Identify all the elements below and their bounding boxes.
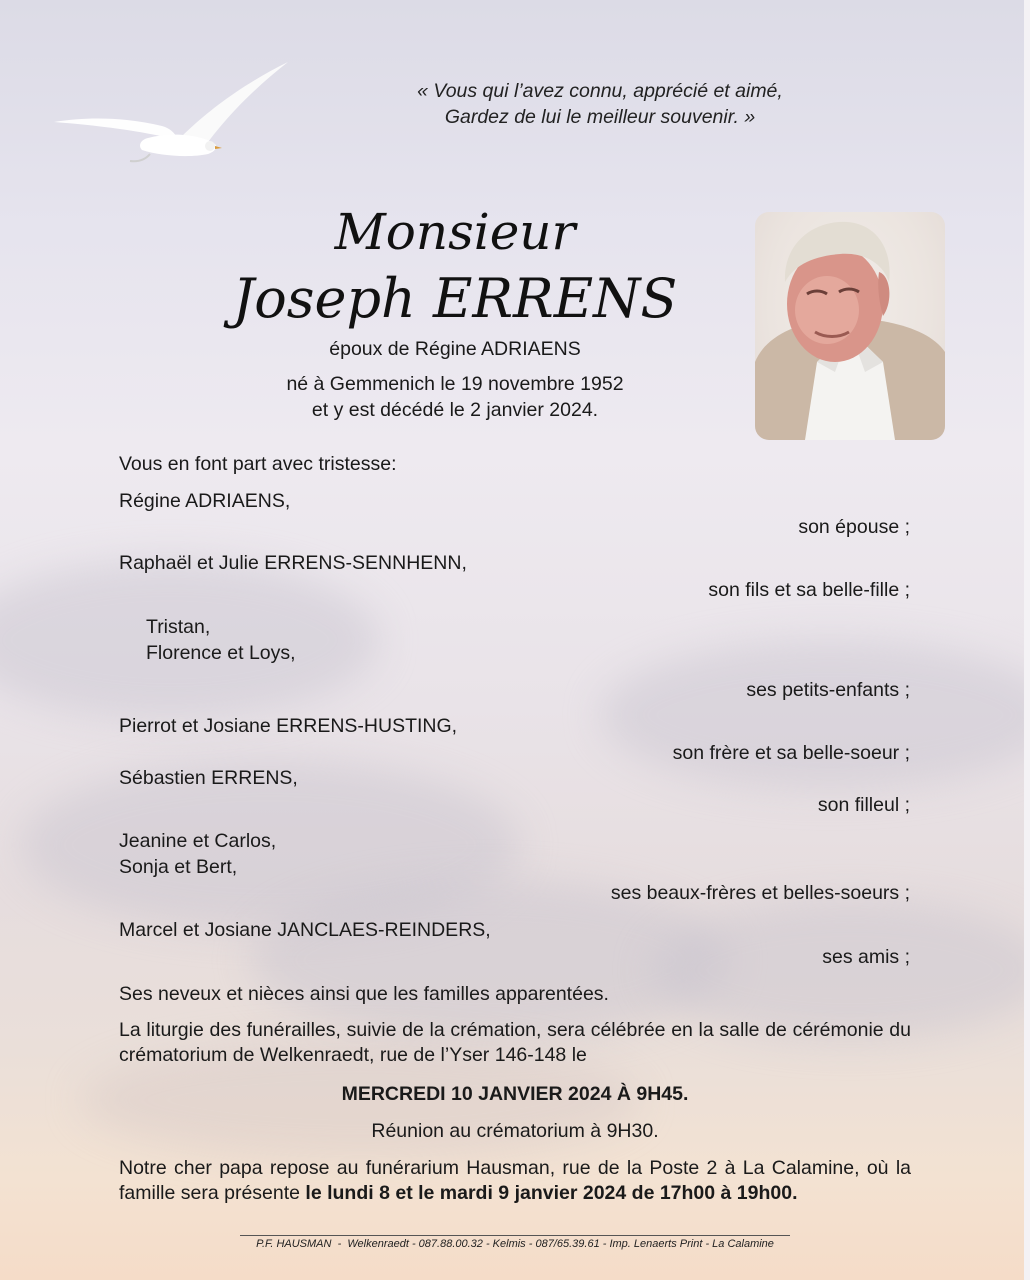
- footer-divider: [240, 1235, 790, 1236]
- ceremony-paragraph: La liturgie des funérailles, suivie de la crémation, sera célébrée en la salle de cérémonie du crématorium de Welkenraedt, rue de l’Yser 146-148 le: [119, 1019, 911, 1066]
- relationship: ses beaux-frères et belles-soeurs ;: [610, 882, 910, 904]
- relative-name: Sonja et Bert,: [119, 856, 238, 878]
- intro-line: Vous en font part avec tristesse:: [119, 453, 397, 475]
- relative-name: Jeanine et Carlos,: [119, 830, 277, 852]
- relative-name: Régine ADRIAENS,: [119, 490, 291, 512]
- relationship: son filleul ;: [817, 794, 910, 816]
- birth-line: né à Gemmenich le 19 novembre 1952: [286, 373, 624, 395]
- quote-line-2: Gardez de lui le meilleur souvenir. »: [444, 106, 756, 128]
- relative-name: Sébastien ERRENS,: [119, 767, 298, 789]
- footer-credits: P.F. HAUSMAN - Welkenraedt - 087.88.00.32 - Kelmis - 087/65.39.61 - Imp. Lenaerts Print - La Calamine: [256, 1238, 774, 1250]
- relative-name: Marcel et Josiane JANCLAES-REINDERS,: [119, 919, 491, 941]
- relationship: ses petits-enfants ;: [746, 679, 910, 701]
- honorific-title: Monsieur: [334, 203, 576, 261]
- extended-family-line: Ses neveux et nièces ainsi que les familles apparentées.: [119, 983, 609, 1005]
- relative-name: Florence et Loys,: [146, 642, 296, 664]
- relationship: son frère et sa belle-soeur ;: [672, 742, 910, 764]
- relationship: ses amis ;: [822, 946, 910, 968]
- death-line: et y est décédé le 2 janvier 2024.: [311, 399, 599, 421]
- meeting-line: Réunion au crématorium à 9H30.: [371, 1120, 659, 1142]
- ceremony-date: MERCREDI 10 JANVIER 2024 À 9H45.: [341, 1083, 689, 1105]
- relationship: son fils et sa belle-fille ;: [708, 579, 910, 601]
- visitation-text: Notre cher papa repose au funérarium Hausman, rue de la Poste 2 à La Calamine, où la famille sera présente: [119, 1157, 911, 1204]
- seagull-icon: [50, 58, 295, 168]
- quote-line-1: « Vous qui l’avez connu, apprécié et aimé,: [417, 80, 783, 102]
- relative-name: Tristan,: [146, 616, 211, 638]
- page-edge: [1024, 0, 1030, 1280]
- relative-name: Raphaël et Julie ERRENS-SENNHENN,: [119, 552, 467, 574]
- spouse-line: époux de Régine ADRIAENS: [329, 338, 581, 360]
- portrait-photo: [755, 212, 945, 440]
- relative-name: Pierrot et Josiane ERRENS-HUSTING,: [119, 715, 458, 737]
- relationship: son épouse ;: [798, 516, 910, 538]
- deceased-name: Joseph ERRENS: [232, 267, 678, 330]
- visitation-times: le lundi 8 et le mardi 9 janvier 2024 de 17h00 à 19h00.: [305, 1182, 798, 1204]
- visitation-paragraph: [119, 1156, 911, 1206]
